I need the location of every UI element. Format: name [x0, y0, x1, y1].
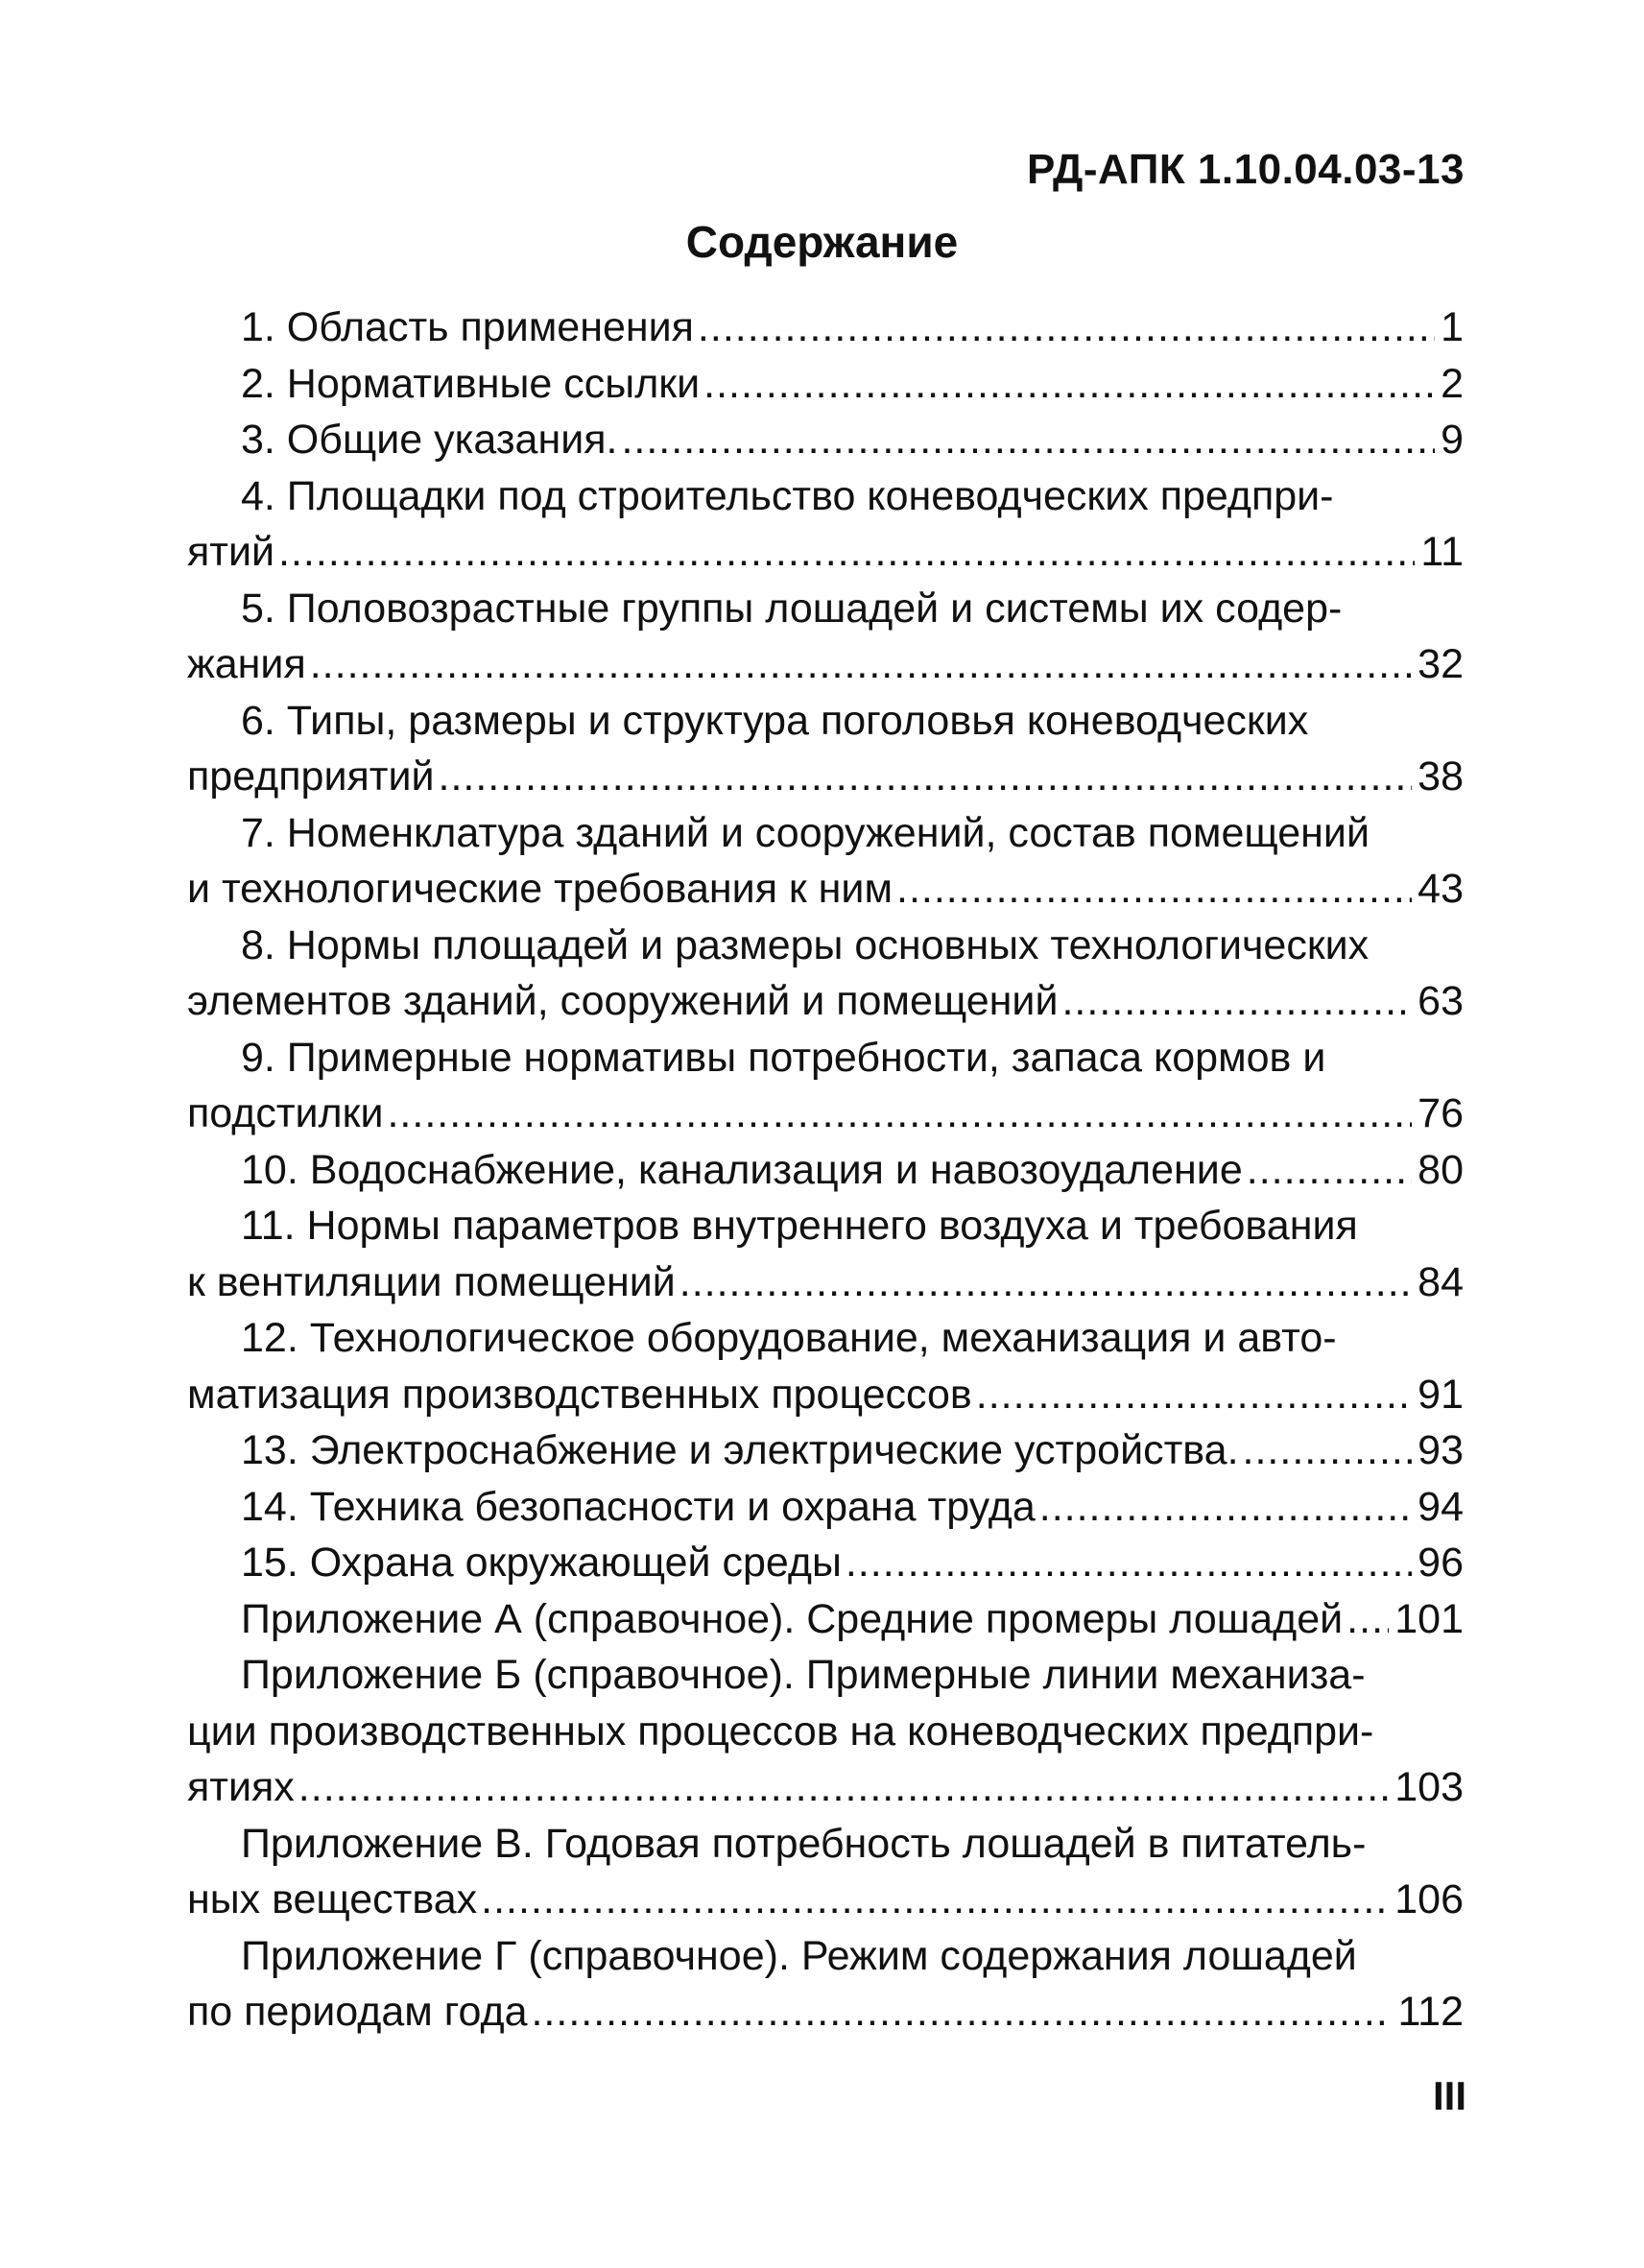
- toc-entry-leader-line: [187, 1872, 1464, 1928]
- toc-entry: [187, 1198, 1464, 1310]
- toc-entry: [187, 805, 1464, 918]
- toc-entry-title: элементов зданий, сооружений и помещений: [187, 978, 1059, 1024]
- toc-dot-leader: [621, 412, 1435, 468]
- toc-page-number: 9: [1441, 417, 1464, 463]
- toc-dot-leader: [1061, 973, 1412, 1030]
- toc-entry: [187, 1310, 1464, 1422]
- toc-entry: [187, 1816, 1464, 1928]
- toc-page-number: 84: [1418, 1258, 1464, 1305]
- toc-entry-title-line: ции производственных процессов на коневодческих предпри-: [187, 1707, 1374, 1755]
- toc-entry-title: 1. Область применения: [241, 304, 694, 350]
- toc-page-number: 91: [1418, 1371, 1464, 1418]
- toc-entry-leader-line: [187, 1422, 1464, 1479]
- toc-dot-leader: [698, 299, 1435, 356]
- toc-page-number: 32: [1418, 641, 1464, 687]
- toc-page-number: 112: [1397, 1989, 1464, 2035]
- toc-dot-leader: [439, 749, 1413, 805]
- toc-entry-title-line: 6. Типы, размеры и структура поголовья коневодческих: [241, 697, 1309, 744]
- toc-entry: [187, 412, 1464, 468]
- toc-entry-title: ятиях: [187, 1764, 295, 1810]
- toc-entry: [187, 1479, 1464, 1536]
- toc-entry: [187, 918, 1464, 1030]
- toc-entry: [187, 1535, 1464, 1591]
- toc-entry: [187, 356, 1464, 413]
- toc-dot-leader: [1346, 1591, 1389, 1648]
- toc-entry-leader-line: [187, 1142, 1464, 1199]
- toc-entry: [187, 1422, 1464, 1479]
- toc-entry-title-line: 5. Половозрастные группы лошадей и системы их содер-: [241, 585, 1343, 632]
- toc-entry-leader-line: [187, 1479, 1464, 1536]
- toc-entry-title: к вентиляции помещений: [187, 1258, 676, 1305]
- toc-entry-leader-line: [187, 973, 1464, 1030]
- toc-entry-title: Приложение А (справочное). Средние промеры лошадей: [241, 1595, 1344, 1642]
- toc-entry-leader-line: [187, 412, 1464, 468]
- toc-dot-leader: [481, 1872, 1389, 1928]
- toc-page-number: 103: [1394, 1764, 1464, 1810]
- toc-entry: [187, 1928, 1464, 2041]
- toc-entry-title-line: 12. Технологическое оборудование, механизация и авто-: [241, 1315, 1337, 1361]
- toc-page-number: 93: [1418, 1427, 1464, 1473]
- toc-entry-title-line: Приложение Г (справочное). Режим содержания лошадей: [241, 1932, 1357, 1979]
- toc-entry: [187, 468, 1464, 581]
- toc-entry-title: 10. Водоснабжение, канализация и навозоудаление: [241, 1146, 1243, 1193]
- toc-page-number: 43: [1418, 866, 1464, 912]
- toc-entry-title-line: 7. Номенклатура зданий и сооружений, состав помещений: [241, 809, 1370, 856]
- toc-entry-title-line: 11. Нормы параметров внутреннего воздуха и требования: [241, 1203, 1358, 1249]
- toc-page-number: 1: [1441, 304, 1464, 350]
- toc-entry: [187, 1647, 1464, 1816]
- toc-entry-title: и технологические требования к ним: [187, 866, 893, 912]
- toc-entry-leader-line: [187, 636, 1464, 693]
- toc-entry-title-line: Приложение Б (справочное). Примерные линии механиза-: [241, 1652, 1366, 1698]
- toc-page-number: 38: [1418, 753, 1464, 800]
- toc-page-number: 80: [1418, 1146, 1464, 1193]
- toc-entry-title: 13. Электроснабжение и электрические устройства.: [241, 1427, 1239, 1473]
- toc-entry-leader-line: [187, 1759, 1464, 1816]
- page-number: III: [1432, 2073, 1466, 2118]
- toc-dot-leader: [1039, 1479, 1412, 1536]
- toc-dot-leader: [896, 861, 1412, 918]
- toc-entry-leader-line: [187, 524, 1464, 581]
- toc-page-number: 94: [1418, 1483, 1464, 1530]
- toc-entry-title: 14. Техника безопасности и охрана труда: [241, 1483, 1036, 1530]
- toc-dot-leader: [679, 1254, 1412, 1311]
- toc-dot-leader: [1243, 1422, 1413, 1479]
- page-title: Содержание: [685, 217, 959, 267]
- toc-entry-title: матизация производственных процессов: [187, 1371, 972, 1418]
- toc-dot-leader: [387, 1086, 1412, 1142]
- toc-entry-title: предприятий: [187, 753, 435, 800]
- toc-entry-leader-line: [187, 749, 1464, 805]
- toc-entry-title: ных веществах: [187, 1876, 478, 1922]
- toc-entry-title: 3. Общие указания.: [241, 417, 618, 463]
- toc-entry: [187, 299, 1464, 356]
- toc-entry-title: жания: [187, 641, 306, 687]
- toc-entry-title-line: 8. Нормы площадей и размеры основных технологических: [241, 921, 1370, 968]
- toc-entry-title-line: 4. Площадки под строительство коневодческих предпри-: [241, 472, 1334, 519]
- toc-entry: [187, 1142, 1464, 1199]
- toc-entry-title-line: 9. Примерные нормативы потребности, запаса кормов и: [241, 1034, 1326, 1081]
- toc-page-number: 101: [1394, 1595, 1464, 1642]
- toc-page-number: 63: [1418, 978, 1464, 1024]
- toc-entry: [187, 581, 1464, 693]
- toc-entry-title: ятий: [187, 529, 275, 575]
- toc-dot-leader: [531, 1984, 1392, 2041]
- toc-entry-leader-line: [187, 1367, 1464, 1423]
- toc-dot-leader: [703, 356, 1435, 413]
- toc-entry-title: по периодам года: [187, 1989, 528, 2035]
- toc-entry-title: подстилки: [187, 1090, 384, 1136]
- toc-dot-leader: [846, 1535, 1412, 1591]
- toc-page-number: 76: [1418, 1090, 1464, 1136]
- table-of-contents: [187, 299, 1464, 2041]
- toc-entry-leader-line: [187, 356, 1464, 413]
- toc-entry-leader-line: [187, 1254, 1464, 1311]
- toc-entry: [187, 1591, 1464, 1648]
- toc-entry: [187, 1030, 1464, 1142]
- toc-entry-leader-line: [187, 1984, 1464, 2041]
- toc-page-number: 2: [1441, 360, 1464, 407]
- toc-dot-leader: [298, 1759, 1389, 1816]
- toc-dot-leader: [278, 524, 1415, 581]
- toc-page-number: 11: [1420, 529, 1464, 575]
- toc-entry-title-line: Приложение В. Годовая потребность лошадей в питатель-: [241, 1820, 1367, 1867]
- toc-entry: [187, 693, 1464, 805]
- toc-entry-leader-line: [187, 299, 1464, 356]
- toc-dot-leader: [1247, 1142, 1412, 1199]
- toc-entry-leader-line: [187, 1086, 1464, 1142]
- toc-entry-leader-line: [187, 1591, 1464, 1648]
- toc-dot-leader: [310, 636, 1412, 693]
- toc-page-number: 96: [1418, 1540, 1464, 1586]
- toc-page-number: 106: [1394, 1876, 1464, 1922]
- toc-entry-leader-line: [187, 861, 1464, 918]
- toc-entry-title: 15. Охрана окружающей среды: [241, 1540, 842, 1586]
- toc-dot-leader: [976, 1367, 1412, 1423]
- toc-entry-leader-line: [187, 1535, 1464, 1591]
- document-code: РД-АПК 1.10.04.03-13: [1026, 146, 1465, 193]
- toc-entry-title: 2. Нормативные ссылки: [241, 360, 701, 407]
